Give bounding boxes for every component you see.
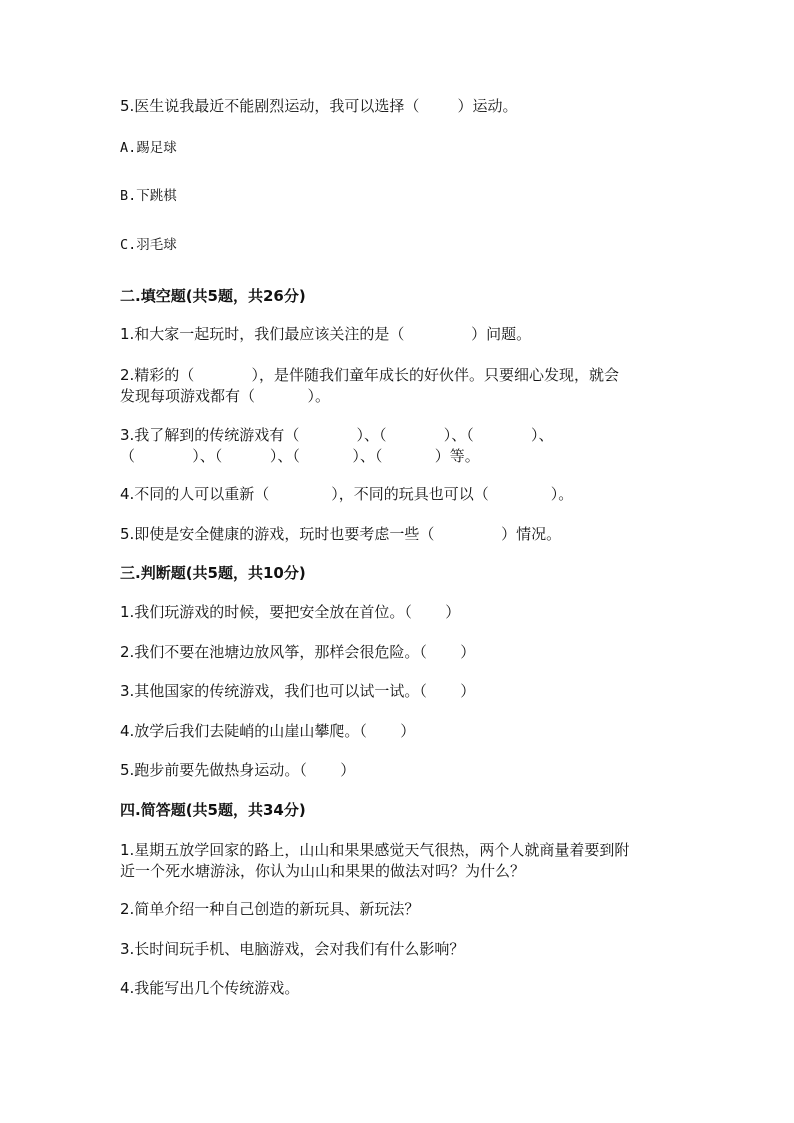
- judge-item-3: 3.其他国家的传统游戏，我们也可以试一试。（ ）: [120, 682, 476, 700]
- mc-option-b: B.下跳棋: [120, 188, 177, 204]
- short-question-3: 3.长时间玩手机、电脑游戏，会对我们有什么影响？: [120, 940, 465, 958]
- fill-question-2-cont: 发现每项游戏都有（ ）。: [120, 387, 330, 405]
- fill-question-4: 4.不同的人可以重新（ ），不同的玩具也可以（ ）。: [120, 485, 574, 503]
- fill-question-3: 3.我了解到的传统游戏有（ ）、（ ）、（ ）、: [120, 426, 554, 444]
- short-question-1-cont: 近一个死水塘游泳，你认为山山和果果的做法对吗？为什么？: [120, 862, 526, 880]
- short-question-1: 1.星期五放学回家的路上，山山和果果感觉天气很热，两个人就商量着要到附: [120, 841, 630, 859]
- fill-question-1: 1.和大家一起玩时，我们最应该关注的是（ ）问题。: [120, 325, 532, 343]
- judge-section-heading: 三.判断题(共5题，共10分): [120, 564, 306, 582]
- fill-section-heading: 二.填空题(共5题，共26分): [120, 287, 306, 305]
- mc-option-a: A.踢足球: [120, 140, 177, 156]
- judge-item-2: 2.我们不要在池塘边放风筝，那样会很危险。（ ）: [120, 643, 476, 661]
- short-question-2: 2.简单介绍一种自己创造的新玩具、新玩法？: [120, 900, 420, 918]
- judge-item-5: 5.跑步前要先做热身运动。（ ）: [120, 761, 356, 779]
- short-question-4: 4.我能写出几个传统游戏。: [120, 979, 300, 997]
- mc-question-5: 5.医生说我最近不能剧烈运动，我可以选择（ ）运动。: [120, 97, 518, 115]
- fill-question-2: 2.精彩的（ ），是伴随我们童年成长的好伙伴。只要细心发现，就会: [120, 366, 620, 384]
- short-section-heading: 四.简答题(共5题，共34分): [120, 801, 306, 819]
- judge-item-4: 4.放学后我们去陡峭的山崖山攀爬。（ ）: [120, 722, 416, 740]
- fill-question-5: 5.即使是安全健康的游戏，玩时也要考虑一些（ ）情况。: [120, 525, 562, 543]
- judge-item-1: 1.我们玩游戏的时候，要把安全放在首位。（ ）: [120, 603, 461, 621]
- mc-option-c: C.羽毛球: [120, 237, 177, 253]
- fill-question-3-cont: （ ）、（ ）、（ ）、（ ）等。: [120, 447, 480, 465]
